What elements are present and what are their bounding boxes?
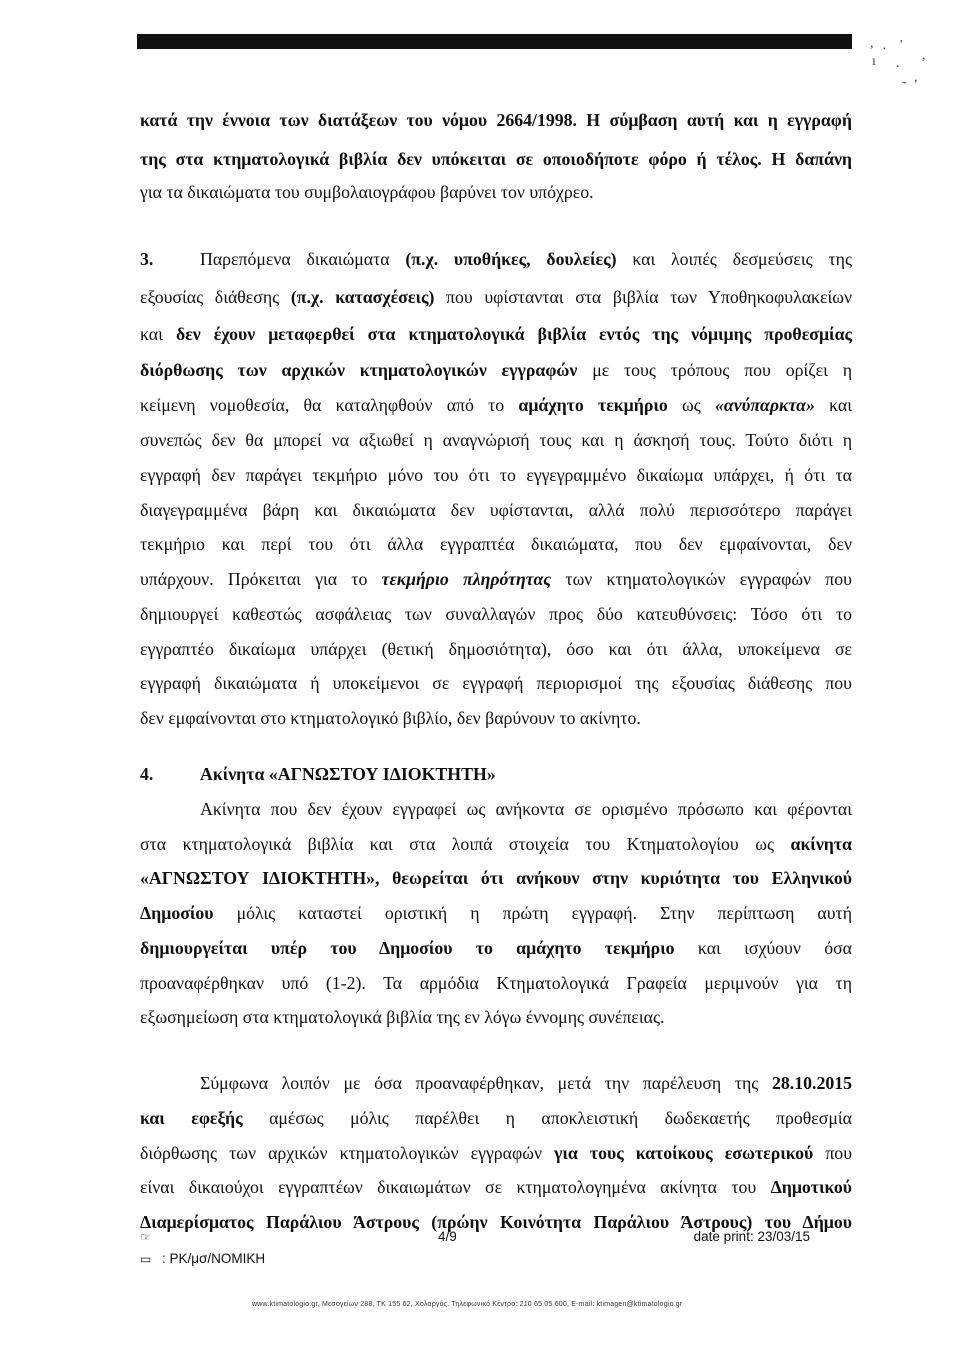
hand-folder-icon: ☞▭ — [140, 1230, 152, 1266]
text-line: υπάρχουν. Πρόκειται για το τεκμήριο πληρότητας των κτηματολογικών εγγραφών που — [140, 569, 852, 589]
text-line: διόρθωσης των αρχικών κτηματολογικών εγγραφών με τους τρόπους που ορίζει η — [140, 360, 852, 380]
section-number: 3. — [140, 249, 154, 269]
text-line: είναι δικαιούχοι εγγραπτέων δικαιωμάτων σε κτηματολογημένα ακίνητα του Δημοτικού — [140, 1177, 852, 1197]
text-line: Ακίνητα που δεν έχουν εγγραφεί ως ανήκοντα σε ορισμένο πρόσωπο και φέρονται — [200, 799, 852, 819]
text-line: δημιουργείται υπέρ του Δημοσίου το αμάχητο τεκμήριο και ισχύουν όσα — [140, 938, 852, 958]
text-line: εξωσημείωση στα κτηματολογικά βιβλία της εν λόγω έννομης συνέπειας. — [140, 1007, 665, 1027]
text-line: κατά την έννοια των διατάξεων του νόμου 2664/1998. Η σύμβαση αυτή και η εγγραφή — [140, 110, 852, 130]
scan-artifacts: , · ' , ı . , ˜ — [870, 36, 926, 95]
text-line: εξουσίας διάθεσης (π.χ. κατασχέσεις) που υφίστανται στα βιβλία των Υποθηκοφυλακείων — [140, 287, 852, 307]
text-line: διαγεγραμμένα βάρη και δικαιώματα δεν υφίστανται, αλλά πολύ περισσότερο παράγει — [140, 500, 852, 520]
text-line: της στα κτηματολογικά βιβλία δεν υπόκειται σε οποιοδήποτε φόρο ή τέλος. Η δαπάνη — [140, 149, 852, 169]
text-line: κείμενη νομοθεσία, θα καταληφθούν από το αμάχητο τεκμήριο ως «ανύπαρκτα» και — [140, 395, 852, 415]
text-line: προαναφέρθηκαν υπό (1-2). Τα αρμόδια Κτηματολογικά Γραφεία μεριμνούν για τη — [140, 973, 852, 993]
text-line: δημιουργεί καθεστώς ασφάλειας των συναλλαγών προς δύο κατευθύνσεις: Τόσο ότι το — [140, 604, 852, 624]
top-rule — [137, 34, 852, 49]
text-line: τεκμήριο και περί του ότι άλλα εγγραπτέα δικαιώματα, που δεν εμφαίνονται, δεν — [140, 534, 852, 554]
text-line: Σύμφωνα λοιπόν με όσα προαναφέρθηκαν, μετά την παρέλευση της 28.10.2015 — [200, 1073, 852, 1093]
date-print: date print: 23/03/15 — [693, 1229, 810, 1244]
text-line: «ΑΓΝΩΣΤΟΥ ΙΔΙΟΚΤΗΤΗ», θεωρείται ότι ανήκουν στην κυριότητα του Ελληνικού — [140, 868, 852, 888]
page-footer — [140, 1226, 852, 1266]
text-line: Δημοσίου μόλις καταστεί οριστική η πρώτη εγγραφή. Στην περίπτωση αυτή — [140, 903, 852, 923]
section-number: 4. — [140, 764, 154, 784]
text-line: διόρθωσης των αρχικών κτηματολογικών εγγραφών για τους κατοίκους εσωτερικού που — [140, 1143, 853, 1163]
footer-address: www.ktimatologio.gr, Μεσογείων 288, ΤΚ 155 62, Χολαργός. Τηλεφωνικό Κέντρο: 210 65 05 600, E-mail: ktimagen@ktimatologio.gr — [252, 1301, 683, 1308]
text-line: δεν εμφαίνονται στο κτηματολογικό βιβλίο, δεν βαρύνουν το ακίνητο. — [140, 708, 641, 728]
text-line: στα κτηματολογικά βιβλία και στα λοιπά στοιχεία του Κτηματολογίου ως ακίνητα — [140, 834, 852, 854]
text-line: εγγραφή δεν παράγει τεκμήριο μόνο του ότι το εγγεγραμμένο δικαίωμα υπάρχει, ή ότι τα — [140, 465, 852, 485]
text-line: εγγραφή δικαιώματα ή υποκείμενοι σε εγγραφή περιορισμοί της εξουσίας διάθεσης που — [140, 673, 852, 693]
text-line: εγγραπτέο δικαίωμα υπάρχει (θετική δημοσιότητα), όσο και ότι άλλα, υποκείμενα σε — [140, 639, 852, 659]
text-line: και δεν έχουν μεταφερθεί στα κτηματολογικά βιβλία εντός της νόμιμης προθεσμίας — [140, 324, 852, 344]
text-line: Διαμερίσματος Παράλιου Άστρους (πρώην Κοινότητα Παράλιου Άστρους) του Δήμου — [140, 1212, 852, 1232]
text-line: για τα δικαιώματα του συμβολαιογράφου βαρύνει τον υπόχρεο. — [140, 182, 594, 202]
text-line: συνεπώς δεν θα μπορεί να αξιωθεί η αναγνώρισή τους και η άσκησή τους. Τούτο διότι η — [140, 430, 852, 450]
text-line: 3. Παρεπόμενα δικαιώματα (π.χ. υποθήκες, δουλείες) και λοιπές δεσμεύσεις της — [140, 249, 852, 269]
text-line: και εφεξής αμέσως μόλις παρέλθει η αποκλειστική δωδεκαετής προθεσμία — [140, 1108, 852, 1128]
page-number: 4/9 — [438, 1229, 457, 1244]
footer-reference: ☞▭ : ΡΚ/μσ/ΝΟΜΙΚΗ — [140, 1226, 265, 1270]
section-heading: 4. Ακίνητα «ΑΓΝΩΣΤΟΥ ΙΔΙΟΚΤΗΤΗ» — [140, 764, 496, 784]
